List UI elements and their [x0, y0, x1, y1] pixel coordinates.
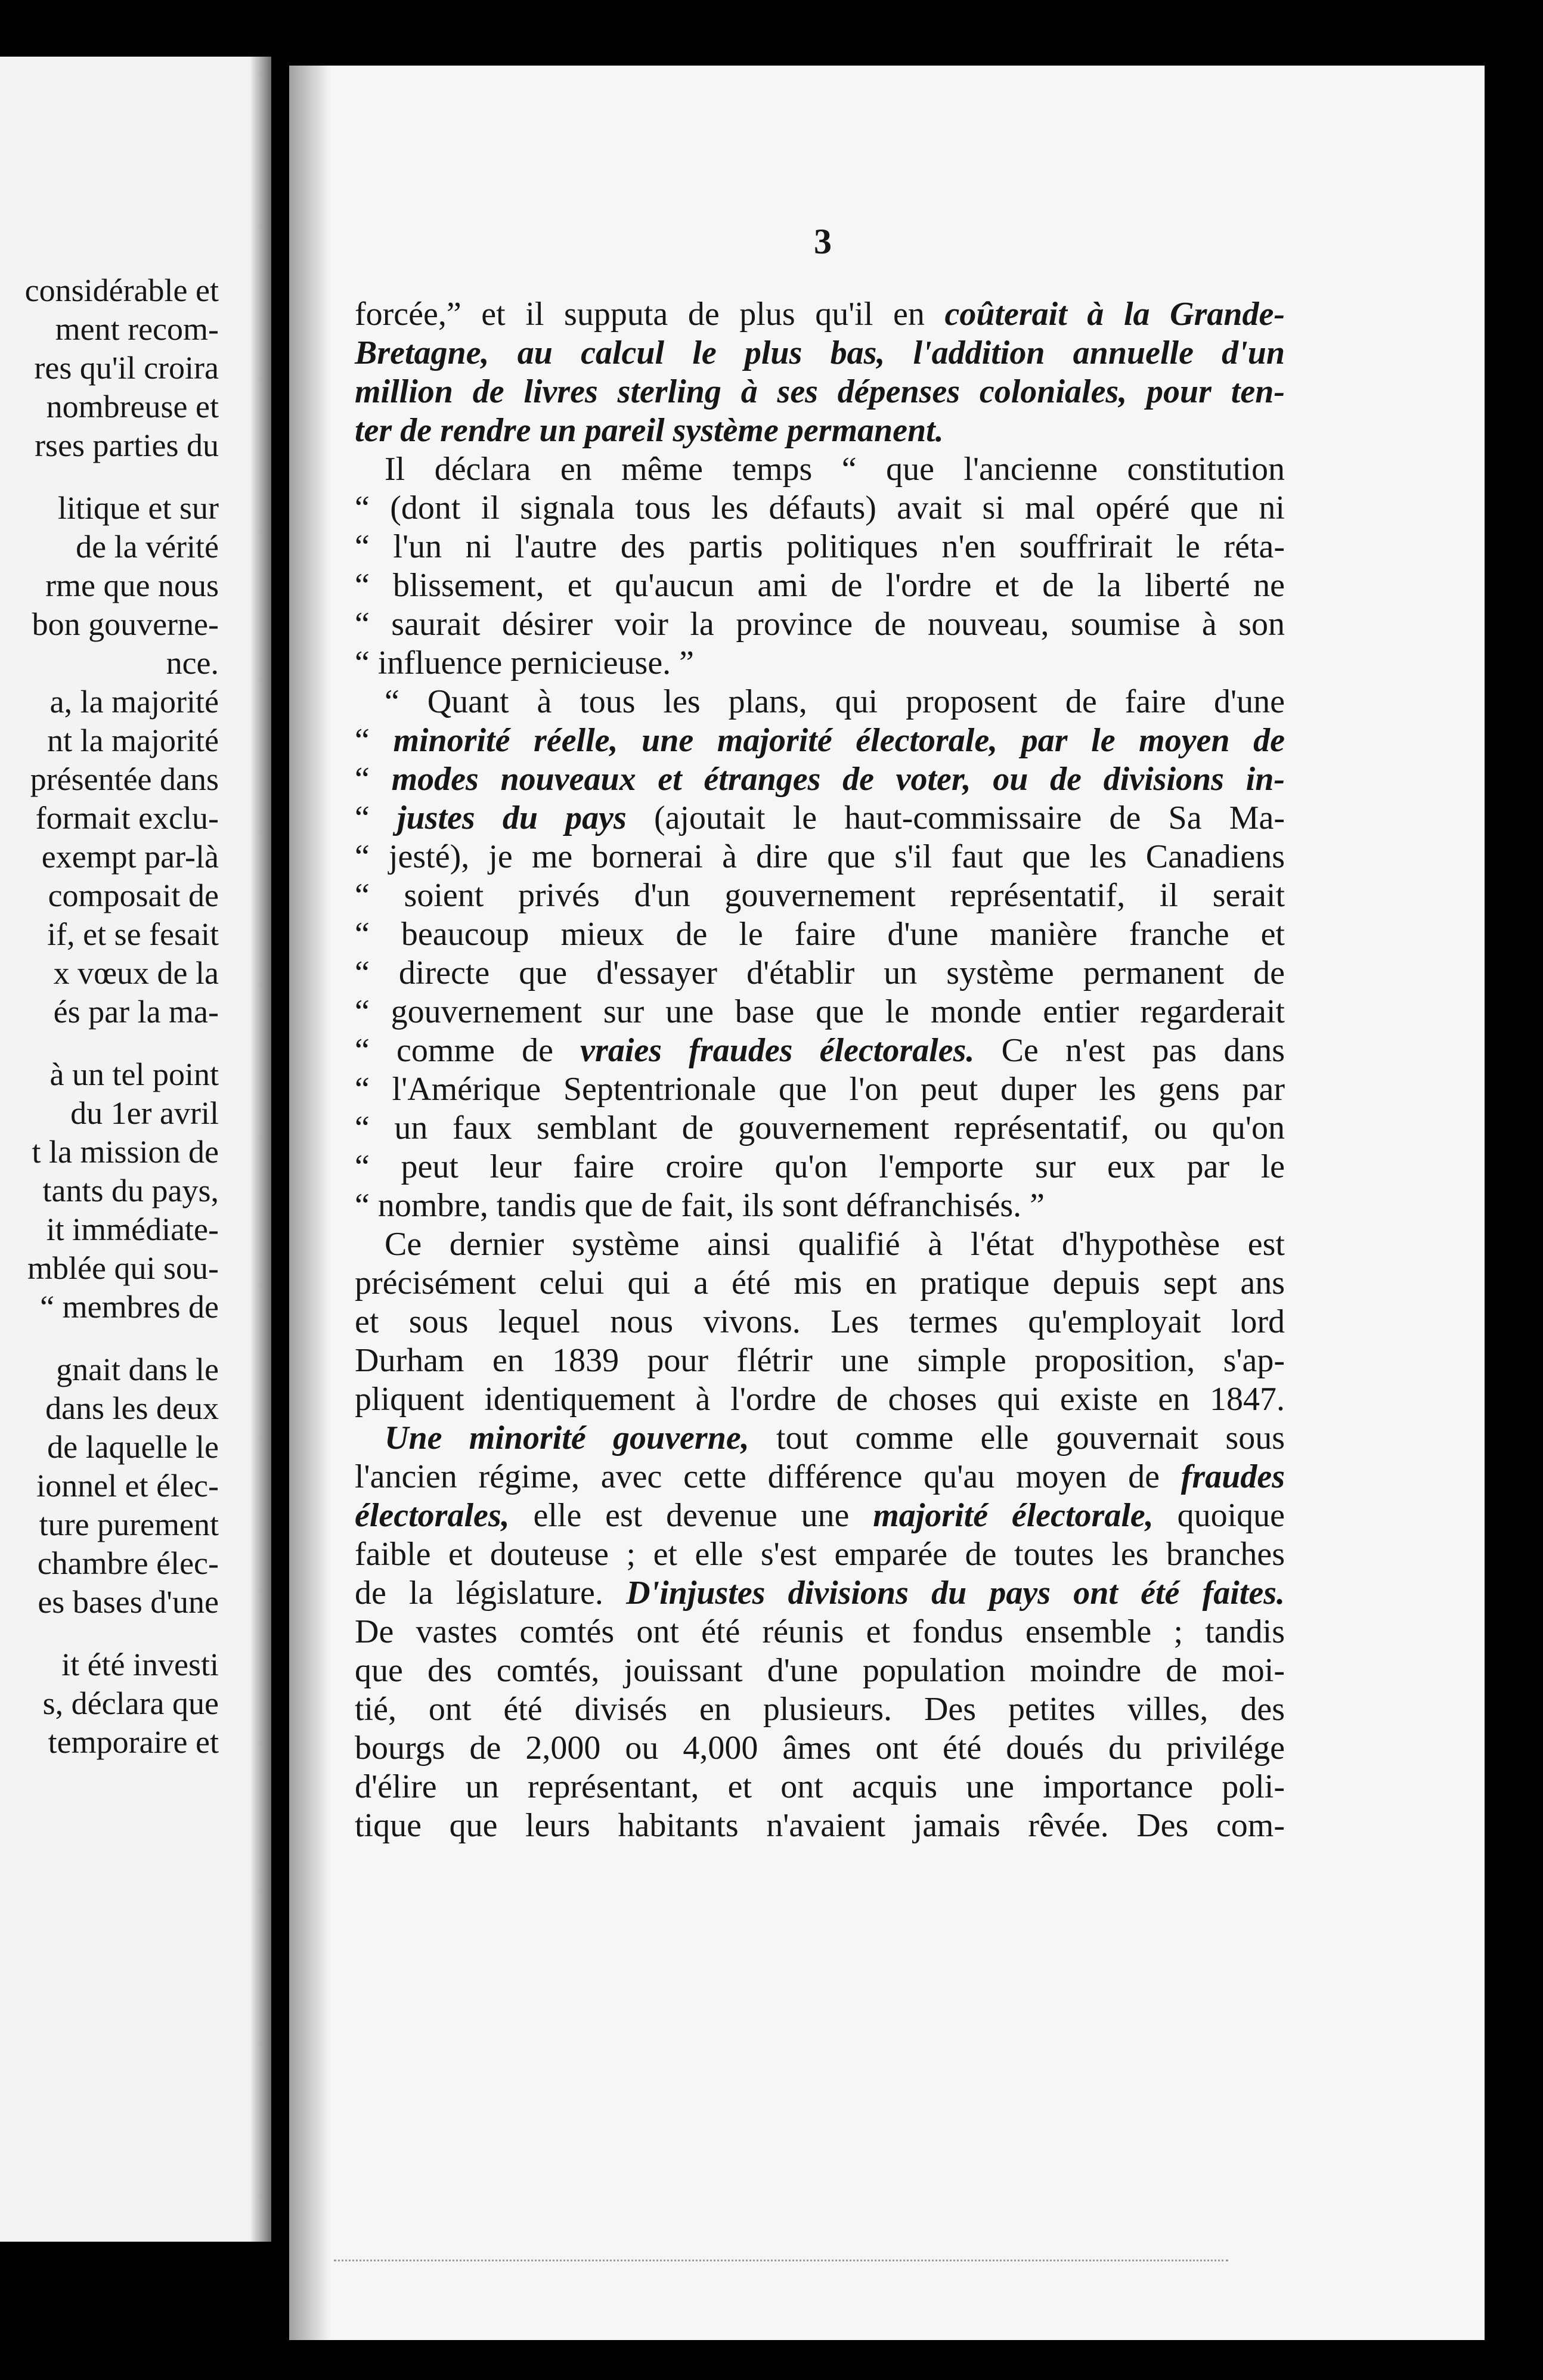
text-line: “ nombre, tandis que de fait, ils sont défranchisés. ” [355, 1187, 1045, 1224]
text-line: “ influence pernicieuse. ” [355, 644, 695, 681]
text-line: “ un faux semblant de gouvernement représentatif, ou qu'on [355, 1110, 1285, 1146]
text-line: “ (dont il signala tous les défauts) avait si mal opéré que ni [355, 489, 1285, 526]
text-line: “ minorité réelle, une majorité électorale, par le moyen de [355, 722, 1285, 759]
text-line: et sous lequel nous vivons. Les termes qu'employait lord [355, 1303, 1285, 1340]
text-line: “ gouvernement sur une base que le monde entier regarderait [355, 993, 1285, 1030]
left-text-line: bon gouverne- [32, 606, 219, 642]
left-text-line: de laquelle le [47, 1429, 219, 1465]
text-line: “ saurait désirer voir la province de nouveau, soumise à son [355, 606, 1285, 643]
text-line: Il déclara en même temps “ que l'ancienne constitution [385, 451, 1285, 488]
left-text-line: litique et sur [58, 490, 219, 526]
text-line: “ Quant à tous les plans, qui proposent de faire d'une [385, 683, 1285, 720]
text-line: ter de rendre un pareil système permanent. [355, 412, 944, 449]
left-text-line: it immédiate- [46, 1211, 219, 1247]
text-line: l'ancien régime, avec cette différence qu'au moyen de fraudes [355, 1458, 1285, 1495]
left-text-line: considérable et [24, 272, 219, 308]
left-text-line: t la mission de [32, 1134, 219, 1170]
left-text-line: chambre élec- [37, 1545, 219, 1581]
page-number: 3 [814, 222, 832, 261]
left-text-line: gnait dans le [56, 1352, 219, 1387]
text-line: “ blissement, et qu'aucun ami de l'ordre et de la liberté ne [355, 567, 1285, 604]
text-line: De vastes comtés ont été réunis et fondus ensemble ; tandis [355, 1613, 1285, 1650]
left-text-line: dans les deux [45, 1390, 219, 1426]
binding-shadow [289, 66, 331, 2340]
text-line: bourgs de 2,000 ou 4,000 âmes ont été doués du privilége [355, 1730, 1285, 1767]
text-line: “ l'Amérique Septentrionale que l'on peut duper les gens par [355, 1071, 1285, 1108]
text-line: Ce dernier système ainsi qualifié à l'état d'hypothèse est [385, 1226, 1285, 1263]
text-line: “ comme de vraies fraudes électorales. Ce n'est pas dans [355, 1032, 1285, 1069]
text-line: Durham en 1839 pour flétrir une simple proposition, s'ap- [355, 1342, 1285, 1379]
text-line: “ soient privés d'un gouvernement représentatif, il serait [355, 877, 1285, 914]
page-gutter [250, 57, 271, 2242]
text-line: tié, ont été divisés en plusieurs. Des petites villes, des [355, 1691, 1285, 1728]
body-text [355, 295, 1285, 1845]
text-line: “ beaucoup mieux de le faire d'une manière franche et [355, 916, 1285, 953]
text-line: million de livres sterling à ses dépenses coloniales, pour ten- [355, 373, 1285, 410]
text-line: “ modes nouveaux et étranges de voter, ou de divisions in- [355, 761, 1285, 798]
text-line: électorales, elle est devenue une majorité électorale, quoique [355, 1497, 1285, 1534]
left-text-line: temporaire et [48, 1724, 219, 1760]
text-line: “ peut leur faire croire qu'on l'emporte sur eux par le [355, 1148, 1285, 1185]
left-text-line: nce. [166, 645, 219, 681]
left-text-line: formait exclu- [35, 800, 219, 836]
text-line: Une minorité gouverne, tout comme elle gouvernait sous [385, 1420, 1285, 1456]
left-text-line: mblée qui sou- [27, 1250, 219, 1286]
left-text-line: és par la ma- [53, 994, 219, 1030]
text-line: que des comtés, jouissant d'une population moindre de moi- [355, 1652, 1285, 1689]
left-text-line: ionnel et élec- [36, 1468, 219, 1504]
text-line: forcée,” et il supputa de plus qu'il en coûterait à la Grande- [355, 296, 1285, 333]
left-text-line: de la vérité [76, 529, 219, 565]
text-line: “ l'un ni l'autre des partis politiques n'en souffrirait le réta- [355, 528, 1285, 565]
left-text-line: rses parties du [35, 427, 219, 463]
text-line: tique que leurs habitants n'avaient jamais rêvée. Des com- [355, 1807, 1285, 1844]
left-page [0, 57, 271, 2242]
left-text-line: présentée dans [30, 761, 219, 797]
left-text-line: rme que nous [45, 568, 219, 603]
left-text-line: es bases d'une [38, 1584, 219, 1620]
left-text-line: composait de [48, 878, 219, 913]
text-line: Bretagne, au calcul le plus bas, l'addition annuelle d'un [355, 334, 1285, 371]
left-text-line: à un tel point [49, 1056, 219, 1092]
left-text-line: s, déclara que [42, 1685, 219, 1721]
left-text-line: x vœux de la [53, 955, 219, 991]
text-line: “ jesté), je me bornerai à dire que s'il faut que les Canadiens [355, 838, 1285, 875]
left-text-line: ture purement [39, 1507, 219, 1542]
right-page [289, 66, 1485, 2340]
text-line: “ directe que d'essayer d'établir un système permanent de [355, 955, 1285, 991]
text-line: “ justes du pays (ajoutait le haut-commissaire de Sa Ma- [355, 799, 1285, 836]
left-text-line: if, et se fesait [47, 916, 219, 952]
left-text-line: “ membres de [40, 1289, 219, 1325]
text-line: précisément celui qui a été mis en pratique depuis sept ans [355, 1265, 1285, 1301]
text-line: d'élire un représentant, et ont acquis une importance poli- [355, 1768, 1285, 1805]
scan-artifact [334, 2242, 1228, 2261]
left-text-line: it été investi [61, 1647, 219, 1682]
text-line: de la législature. D'injustes divisions du pays ont été faites. [355, 1575, 1285, 1612]
left-text-line: exempt par-là [41, 839, 219, 875]
left-text-line: du 1er avril [70, 1095, 219, 1131]
left-text-line: a, la majorité [49, 684, 219, 720]
left-text-line: ment recom- [55, 311, 219, 347]
left-text-line: nt la majorité [47, 723, 219, 758]
text-line: faible et douteuse ; et elle s'est emparée de toutes les branches [355, 1536, 1285, 1573]
left-text-line: nombreuse et [46, 389, 219, 424]
left-text-line: tants du pays, [42, 1173, 219, 1208]
text-line: pliquent identiquement à l'ordre de choses qui existe en 1847. [355, 1381, 1285, 1418]
left-text-line: res qu'il croira [34, 350, 219, 386]
